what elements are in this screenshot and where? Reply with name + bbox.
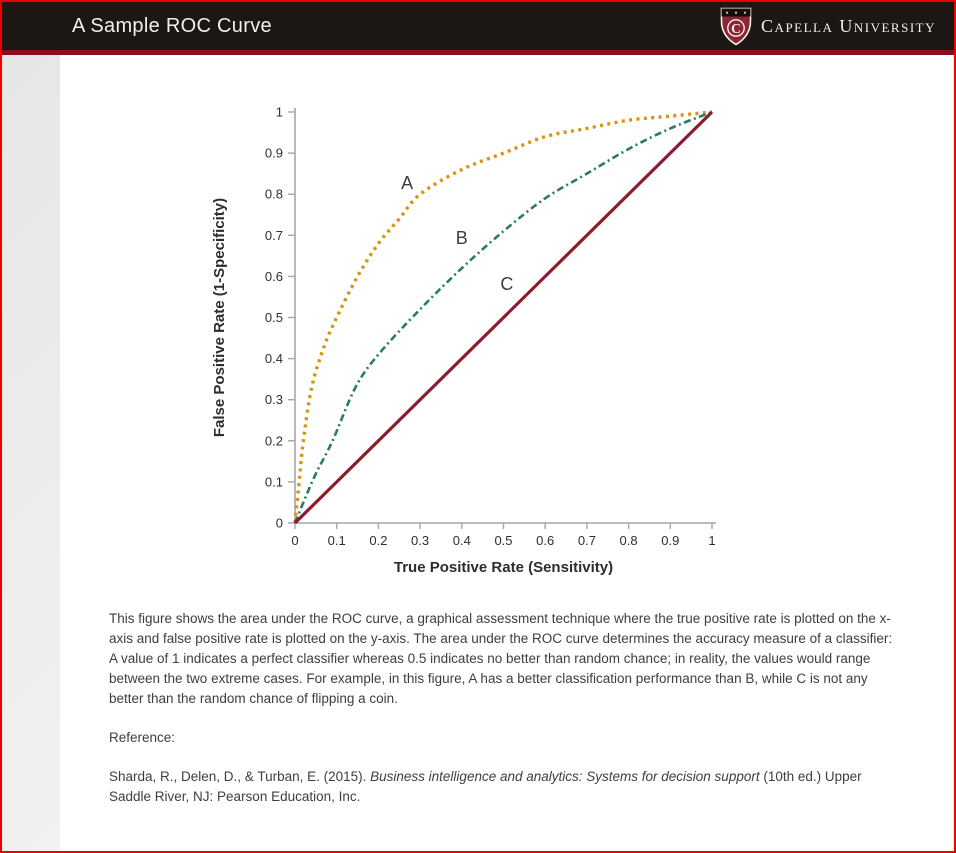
x-tick-label: 0.6: [536, 533, 555, 548]
y-tick-label: 0.3: [264, 392, 283, 408]
series-C-curve: [295, 112, 712, 523]
x-tick-label: 0.5: [494, 533, 513, 548]
x-tick-label: 0.2: [369, 533, 388, 548]
header-bar: [2, 2, 954, 50]
y-tick-label: 0.7: [264, 227, 283, 243]
reference-heading: Reference:: [109, 730, 176, 745]
roc-chart: [192, 94, 737, 589]
x-tick-label: 0.9: [661, 533, 680, 548]
y-tick-label: 0.6: [264, 268, 283, 284]
figure-description: This figure shows the area under the ROC curve, a graphical assessment technique where the true positive rate is plotted on the x-axis and false positive rate is plotted on the y-axis. The area under the ROC curve determines the accuracy measure of a classifier: A value of 1 indicates a perfect classifier whereas 0.5 indicates no better than random chance; in reality, the values would range between the two extreme cases. For example, in this figure, A has a better classification performance than B, while C is not any better than the random chance of flipping a coin.: [109, 611, 893, 706]
x-tick-label: 0.3: [411, 533, 430, 548]
y-axis-title: False Positive Rate (1-Specificity): [211, 197, 228, 438]
y-tick-label: 0.9: [264, 145, 283, 161]
y-tick-label: 0.4: [264, 351, 283, 367]
x-tick-label: 0: [291, 533, 299, 548]
capella-logo: [719, 6, 936, 47]
svg-text:C: C: [731, 20, 741, 36]
x-tick-label: 0.1: [327, 533, 346, 548]
x-tick-label: 1: [708, 533, 716, 548]
y-tick-label: 0.1: [264, 474, 283, 490]
reference-publisher: (10th ed.) Upper Saddle River, NJ: Pearson Education, Inc.: [109, 769, 862, 804]
series-C-label: C: [500, 273, 514, 294]
y-tick-label: 0.8: [264, 186, 283, 202]
reference-authors: Sharda, R., Delen, D., & Turban, E. (2015).: [109, 769, 371, 784]
page-edge-gradient: [2, 55, 60, 851]
reference-title: Business intelligence and analytics: Systems for decision support: [370, 769, 760, 784]
series-A-label: A: [401, 172, 414, 193]
series-B-label: B: [455, 227, 468, 248]
capella-logo-text: Capella University: [761, 15, 936, 36]
reference-entry: [109, 767, 901, 807]
y-tick-label: 0.2: [264, 433, 283, 449]
capella-shield-icon: [719, 6, 753, 47]
caption-block: [109, 609, 901, 826]
roc-chart-svg: [192, 94, 737, 589]
x-tick-label: 0.8: [619, 533, 638, 548]
page-title: A Sample ROC Curve: [72, 14, 272, 37]
y-tick-label: 1: [275, 104, 283, 120]
x-tick-label: 0.7: [577, 533, 596, 548]
y-tick-label: 0.5: [264, 310, 283, 325]
y-tick-label: 0: [275, 515, 283, 531]
x-tick-label: 0.4: [452, 533, 471, 548]
x-axis-title: True Positive Rate (Sensitivity): [393, 559, 614, 576]
